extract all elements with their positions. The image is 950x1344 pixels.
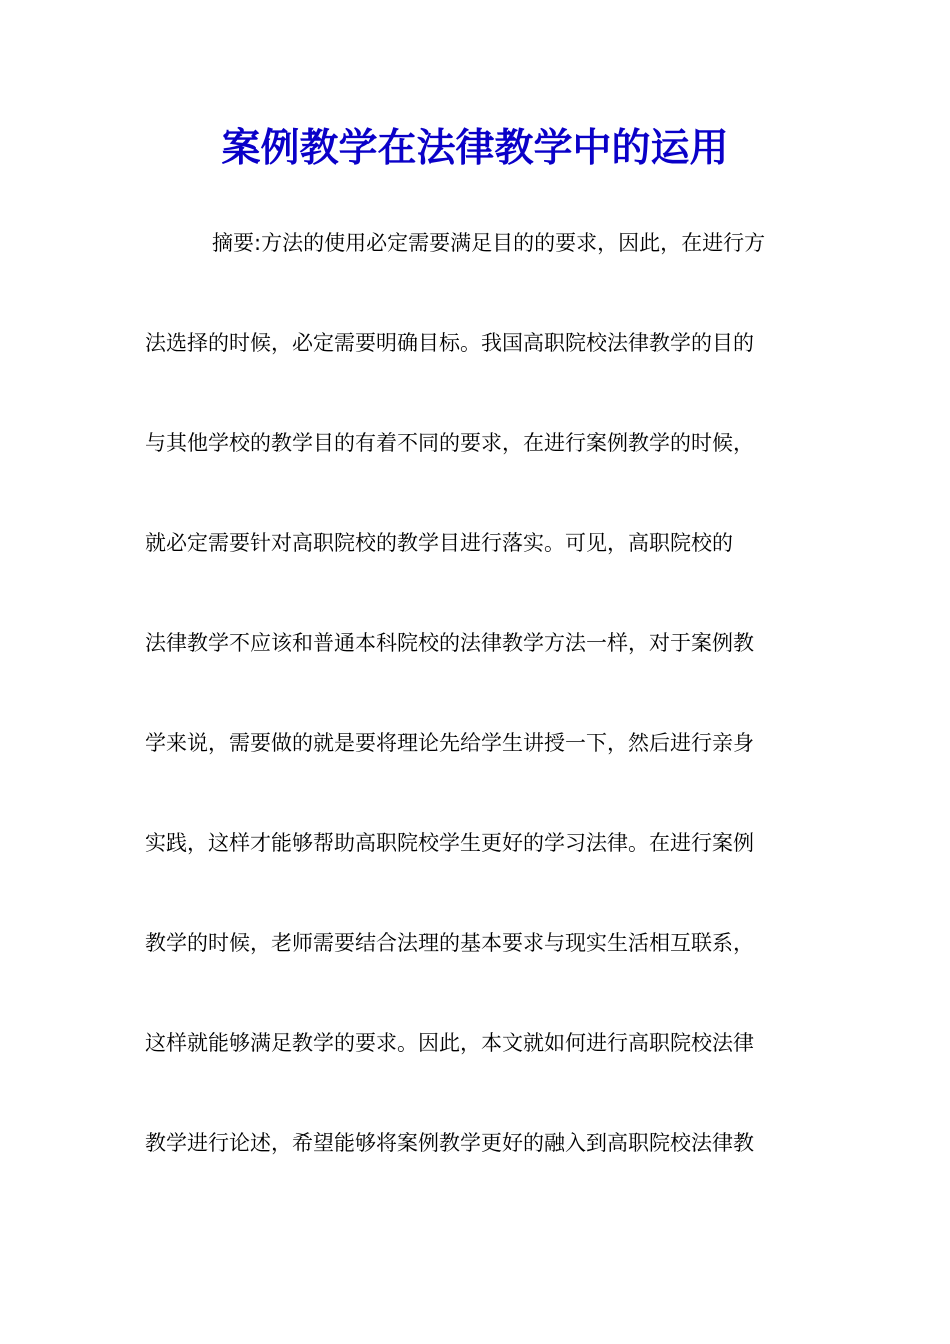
text-line: 学来说，需要做的就是要将理论先给学生讲授一下，然后进行亲身 <box>145 731 754 755</box>
text-line: 与其他学校的教学目的有着不同的要求，在进行案例教学的时候， <box>145 431 754 455</box>
text-line: 摘要:方法的使用必定需要满足目的的要求，因此，在进行方 <box>212 231 766 255</box>
text-line: 实践，这样才能够帮助高职院校学生更好的学习法律。在进行案例 <box>145 831 754 855</box>
text-line: 法选择的时候，必定需要明确目标。我国高职院校法律教学的目的 <box>145 331 754 355</box>
text-line: 教学进行论述，希望能够将案例教学更好的融入到高职院校法律教 <box>145 1131 754 1155</box>
abstract-paragraph <box>145 218 805 1218</box>
document-title: 案例教学在法律教学中的运用 <box>221 125 729 171</box>
text-line: 这样就能够满足教学的要求。因此，本文就如何进行高职院校法律 <box>145 1031 754 1055</box>
text-line: 就必定需要针对高职院校的教学目进行落实。可见，高职院校的 <box>145 531 733 555</box>
text-line: 法律教学不应该和普通本科院校的法律教学方法一样，对于案例教 <box>145 631 754 655</box>
text-line: 教学的时候，老师需要结合法理的基本要求与现实生活相互联系， <box>145 931 754 955</box>
